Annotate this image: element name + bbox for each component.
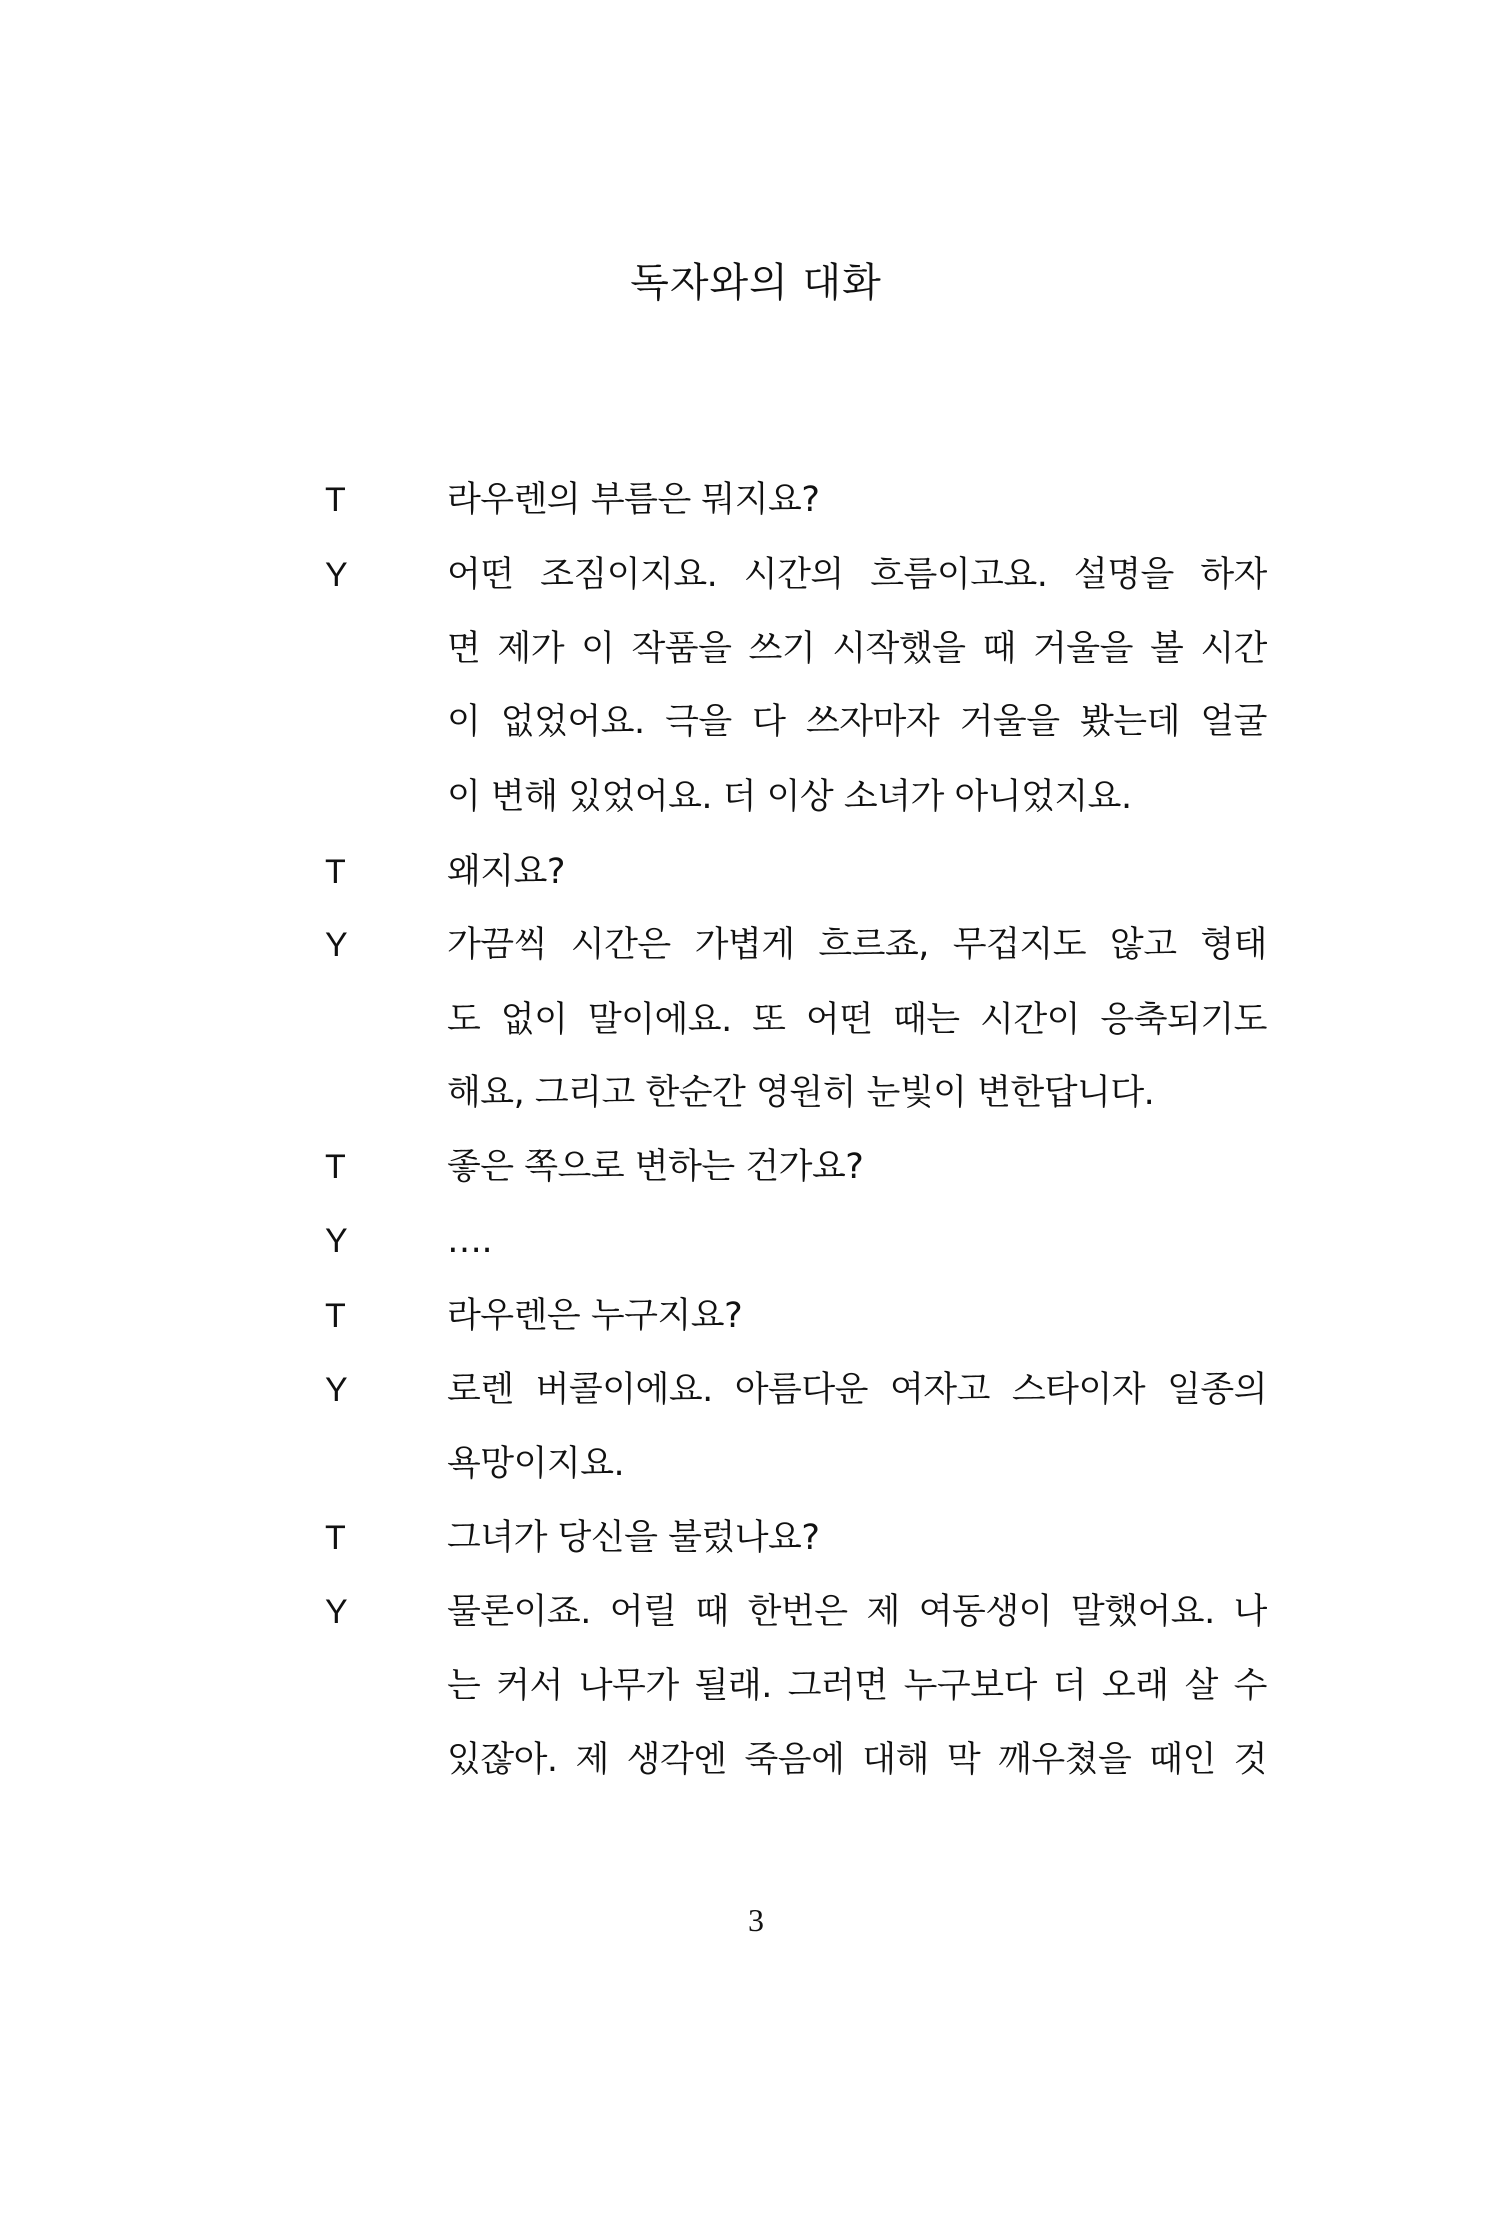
dialogue-line bbox=[0, 1513, 1512, 1587]
dialogue-line bbox=[0, 772, 1512, 846]
line-text: 물론이죠. 어릴 때 한번은 제 여동생이 말했어요. 나 bbox=[447, 1592, 1267, 1632]
dialogue-line bbox=[0, 624, 1512, 698]
dialogue-line bbox=[0, 1068, 1512, 1142]
dialogue-line bbox=[0, 550, 1512, 624]
speaker-label: T bbox=[325, 1297, 346, 1335]
dialogue-line bbox=[0, 1365, 1512, 1439]
dialogue-line bbox=[0, 1439, 1512, 1513]
line-text: 면 제가 이 작품을 쓰기 시작했을 때 거울을 볼 시간 bbox=[447, 629, 1267, 669]
line-text: 왜지요? bbox=[447, 852, 566, 892]
speaker-label: Y bbox=[325, 1593, 348, 1631]
line-text: 있잖아. 제 생각엔 죽음에 대해 막 깨우쳤을 때인 것 bbox=[447, 1740, 1267, 1780]
dialogue-line bbox=[0, 1291, 1512, 1365]
speaker-label: Y bbox=[325, 1222, 348, 1260]
dialogue-line bbox=[0, 697, 1512, 771]
line-text: 어떤 조짐이지요. 시간의 흐름이고요. 설명을 하자 bbox=[447, 555, 1267, 595]
speaker-label: T bbox=[325, 1148, 346, 1186]
line-text: …. bbox=[447, 1221, 493, 1261]
dialogue-line bbox=[0, 1587, 1512, 1661]
speaker-label: Y bbox=[325, 1371, 348, 1409]
line-text: 는 커서 나무가 될래. 그러면 누구보다 더 오래 살 수 bbox=[447, 1666, 1267, 1706]
line-text: 가끔씩 시간은 가볍게 흐르죠, 무겁지도 않고 형태 bbox=[447, 925, 1267, 965]
speaker-label: T bbox=[325, 1519, 346, 1557]
line-text: 도 없이 말이에요. 또 어떤 때는 시간이 응축되기도 bbox=[447, 1000, 1267, 1040]
dialogue-line bbox=[0, 920, 1512, 994]
dialogue-line bbox=[0, 1142, 1512, 1216]
line-text: 라우렌은 누구지요? bbox=[447, 1296, 743, 1336]
dialogue-line bbox=[0, 995, 1512, 1069]
speaker-label: Y bbox=[325, 926, 348, 964]
line-text: 라우렌의 부름은 뭐지요? bbox=[447, 480, 820, 520]
dialogue-line bbox=[0, 475, 1512, 549]
dialogue-line bbox=[0, 1735, 1512, 1809]
line-text: 좋은 쪽으로 변하는 건가요? bbox=[447, 1147, 864, 1187]
line-text: 로렌 버콜이에요. 아름다운 여자고 스타이자 일종의 bbox=[447, 1370, 1267, 1410]
dialogue-line bbox=[0, 847, 1512, 921]
speaker-label: Y bbox=[325, 556, 348, 594]
page-title: 독자와의 대화 bbox=[630, 260, 882, 306]
dialogue-line bbox=[0, 1216, 1512, 1290]
line-text: 그녀가 당신을 불렀나요? bbox=[447, 1518, 820, 1558]
line-text: 욕망이지요. bbox=[447, 1444, 625, 1484]
dialogue-line bbox=[0, 1661, 1512, 1735]
speaker-label: T bbox=[325, 853, 346, 891]
speaker-label: T bbox=[325, 481, 346, 519]
line-text: 이 없었어요. 극을 다 쓰자마자 거울을 봤는데 얼굴 bbox=[447, 702, 1267, 742]
page-number: 3 bbox=[748, 1902, 764, 1938]
line-text: 해요, 그리고 한순간 영원히 눈빛이 변한답니다. bbox=[447, 1073, 1155, 1113]
line-text: 이 변해 있었어요. 더 이상 소녀가 아니었지요. bbox=[447, 777, 1132, 817]
